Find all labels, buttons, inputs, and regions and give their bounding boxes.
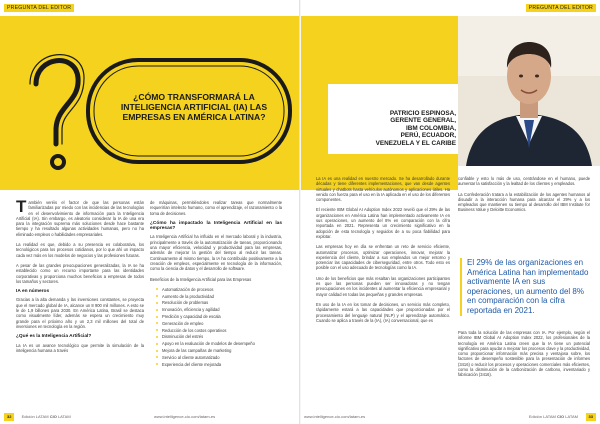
paragraph: confiable y esto lo más de uso, centrándose en el humano, puede aumentar la satisfacción y la lealtad de los clientes y empleados. (458, 176, 590, 187)
interviewee-photo (458, 16, 600, 166)
paragraph: A pesar de las grandes preocupaciones generalizadas, la IA se ha establecido como un recurso importante para las identidades corporativas y proporciona muchos beneficios a empresas de todos los tamaños y sectores. (16, 262, 144, 284)
paragraph: La IA es un avance tecnológico que permite la simulación de la inteligencia humana a través (16, 342, 144, 353)
section-tag: PREGUNTA DEL EDITOR (526, 4, 596, 12)
list-item: Automatización de procesos (156, 287, 282, 292)
portrait-icon (458, 16, 600, 166)
paragraph: La IA es una realidad en nuestro mercado. Se ha desarrollado durante décadas y tiene diferentes implementaciones, que van desde agentes virtuales y chatbots hasta vehículos autónomos y aplicaciones útiles. Ha venido con fuerza para el uso en la IA aplicada en el uso de los diferentes componentes. (316, 176, 450, 203)
list-item: Apoyo en la evaluación de modelos de desempeño (156, 341, 282, 346)
list-item: Predición y capacidad de escala (156, 314, 282, 319)
page-number: 32 (4, 413, 14, 421)
list-item: Experiencia del cliente mejorada (156, 362, 282, 367)
magazine-name: Edición LATAM CIO LATAM (21, 414, 71, 419)
list-item: Generación de empleo (156, 321, 282, 326)
magazine-name: Edición LATAM CIO LATAM (528, 414, 578, 419)
paragraph: Para toda la solución de las empresas con IA. Por ejemplo, según el informe IBM Global AI Adoption Index 2022, los profesionales de la tecnología en América Latina creen que la IA tiene un potencial significativo para ayudar a mejorar los procesos clave y la productividad, como proporcionar información más precisa y ventajosa sobre, los factores de desempeño sostenible para la presentación de informes (3416) o reducir los procesos y operaciones comerciales más eficientes, como la disminución de la carbonización de carbono, inventariado y fabricación (3416). (458, 330, 590, 378)
left-column-2 (150, 200, 282, 368)
subheading: IA en números (16, 289, 50, 295)
footer-url[interactable]: www.intelligence-cio.com/latam-es (154, 414, 216, 419)
list-item: Servicio al cliente automatizado (156, 355, 282, 360)
subheading: ¿Cómo ha impactado la Inteligencia Artificial en las empresas? (150, 220, 282, 232)
right-column-2-top (458, 176, 590, 218)
page-spine (299, 0, 301, 424)
footer-url[interactable]: www.intelligence-cio.com/latam-es (304, 414, 366, 419)
page-number: 33 (586, 413, 596, 421)
right-footer (304, 413, 596, 421)
article-headline: ¿CÓMO TRANSFORMARÁ LA INTELIGENCIA ARTIFICIAL (IA) LAS EMPRESAS EN AMÉRICA LATINA? (120, 92, 268, 122)
paragraph: La Inteligencia Artificial ha influido en el mercado laboral y la industria, principalmente a través de la automatización de tareas, proporcionando una mayor eficiencia, velocidad y productividad para las empresas, además de mejorar la gestión del tiempo al reducir las tareas. Continuamente al mismo tiempo, la IA ha contribuido positivamente a la creación de empleos, especialmente en tecnología de la información, como la ciencia de datos y el desarrollo de software. (150, 234, 282, 272)
paragraph: Las empresas hoy en día se enfrentan un reto de servicio eficiente, automatizar procesos, optimizar operaciones, innovar, mejorar la experiencia del cliente, brindar a sus empleados un mejor entorno y potenciar las capacidades de ciberseguridad, entre otros. Todo esto es posible con el uso adecuado de tecnologías como la IA. (316, 244, 450, 271)
left-column-1 (16, 197, 144, 358)
paragraph: Gracias a la alta demanda y las inversiones constantes, se proyecta que el mercado global de IA, alcance un 8 900 mil millones. A esto se le de 1,9 billones para 2030. En América Latina, Brasil se destaca como visualmente líder, además se espera un crecimiento muy grande para el próximo año y un 2,3 mil millones del total de inversiones en tecnología en la región. (16, 297, 144, 329)
paragraph: El reciente IBM Global AI Adoption Index 2022 reveló que el 29% de las organizaciones en América Latina han implementado activamente IA en sus operaciones, un aumento del 8% en comparación con la cifra reportada en 2021. Representa un crecimiento significativo en la adopción de esta tecnología y seguidos de a su poca fiabilidad para explotar. (316, 207, 450, 239)
left-footer (4, 413, 296, 421)
benefits-list (156, 287, 282, 367)
list-item: Innovación, eficiencia y agilidad (156, 307, 282, 312)
paragraph: En uso de la IA en los tomar de decisiones, un servicio más completo, rápidamente estará a las capacidades que proporcionadas por el procesamiento del lenguaje natural (NLP) y el aprendizaje automático. Cuando se aplica a través de la (IA), (IA) conversacional, que es (316, 301, 450, 323)
dropcap: T (16, 197, 27, 216)
list-item: Mejora de las campañas de marketing (156, 348, 282, 353)
list-item: Resolución de problemas (156, 300, 282, 305)
section-tag: PREGUNTA DEL EDITOR (4, 4, 74, 12)
interviewee-block (326, 84, 460, 154)
question-mark-icon (26, 44, 86, 184)
subheading: ¿Qué es la Inteligencia Artificial? (16, 334, 92, 340)
list-item: Disminución del estrés (156, 334, 282, 339)
paragraph: La realidad es que, debido a su presencia es colaborativa, los tecnológicos para los procesos cotidianos, por lo que ahí un impacto cada vez más en los modelos de negocios y las profesiones futuras. (16, 242, 144, 258)
right-column-2-bottom (458, 330, 590, 383)
right-page (300, 0, 600, 424)
paragraph: Uno de los beneficios que más resaltan las organizaciones participantes es que las personas pueden ser innovadoras y no tengan preocupaciones en los incidentes al aumentar la eficiencia empresarial y mayor calidad en todas las pequeñas y grandes empresas. (316, 275, 450, 297)
pull-quote: El 29% de las organizaciones en América Latina han implementado activamente IA en sus operaciones, un aumento del 8% en comparación con la cifra reportada en 2021. (460, 258, 590, 316)
intro-paragraph: ambién veréis el factor de que las personas están familiarizadas por miedo con las incidencias de las tecnologías en el desenvolvimiento de información para la Inteligencia Artificial (IA). Sin embargo, es aleatorio considerar la IA de una era para la integración suprema más soluciones desde hace bastante tiempo y ha resultado algunas actividades humanas, pero no ha eliminado empleos o habilidades empresariales. (16, 200, 144, 237)
list-item: Aumento de la productividad (156, 294, 282, 299)
interviewee-name: PATRICIO ESPINOSA, GERENTE GENERAL, IBM COLOMBIA, PERÚ, ECUADOR, VENEZUELA Y EL CARIBE (375, 110, 456, 147)
paragraph: de máquinas, permitiéndoles realizar tareas que normalmente requerirían intelecto humano, como el aprendizaje, el razonamiento o la toma de decisiones. (150, 200, 282, 216)
list-item: Reducción de los costos operativos (156, 328, 282, 333)
paragraph: La Confederación tratara a la estabilización de los agentes humanos al disuadir a la interacción humana para alcanzar el 29% y a los empleados que mantienen su tiempo al desarrollo del IBM Institute for Business Value y Deloitte Economics. (458, 191, 590, 213)
right-column-1 (316, 176, 450, 328)
paragraph: Beneficios de la Inteligencia Artificial para las Empresas (150, 276, 252, 282)
